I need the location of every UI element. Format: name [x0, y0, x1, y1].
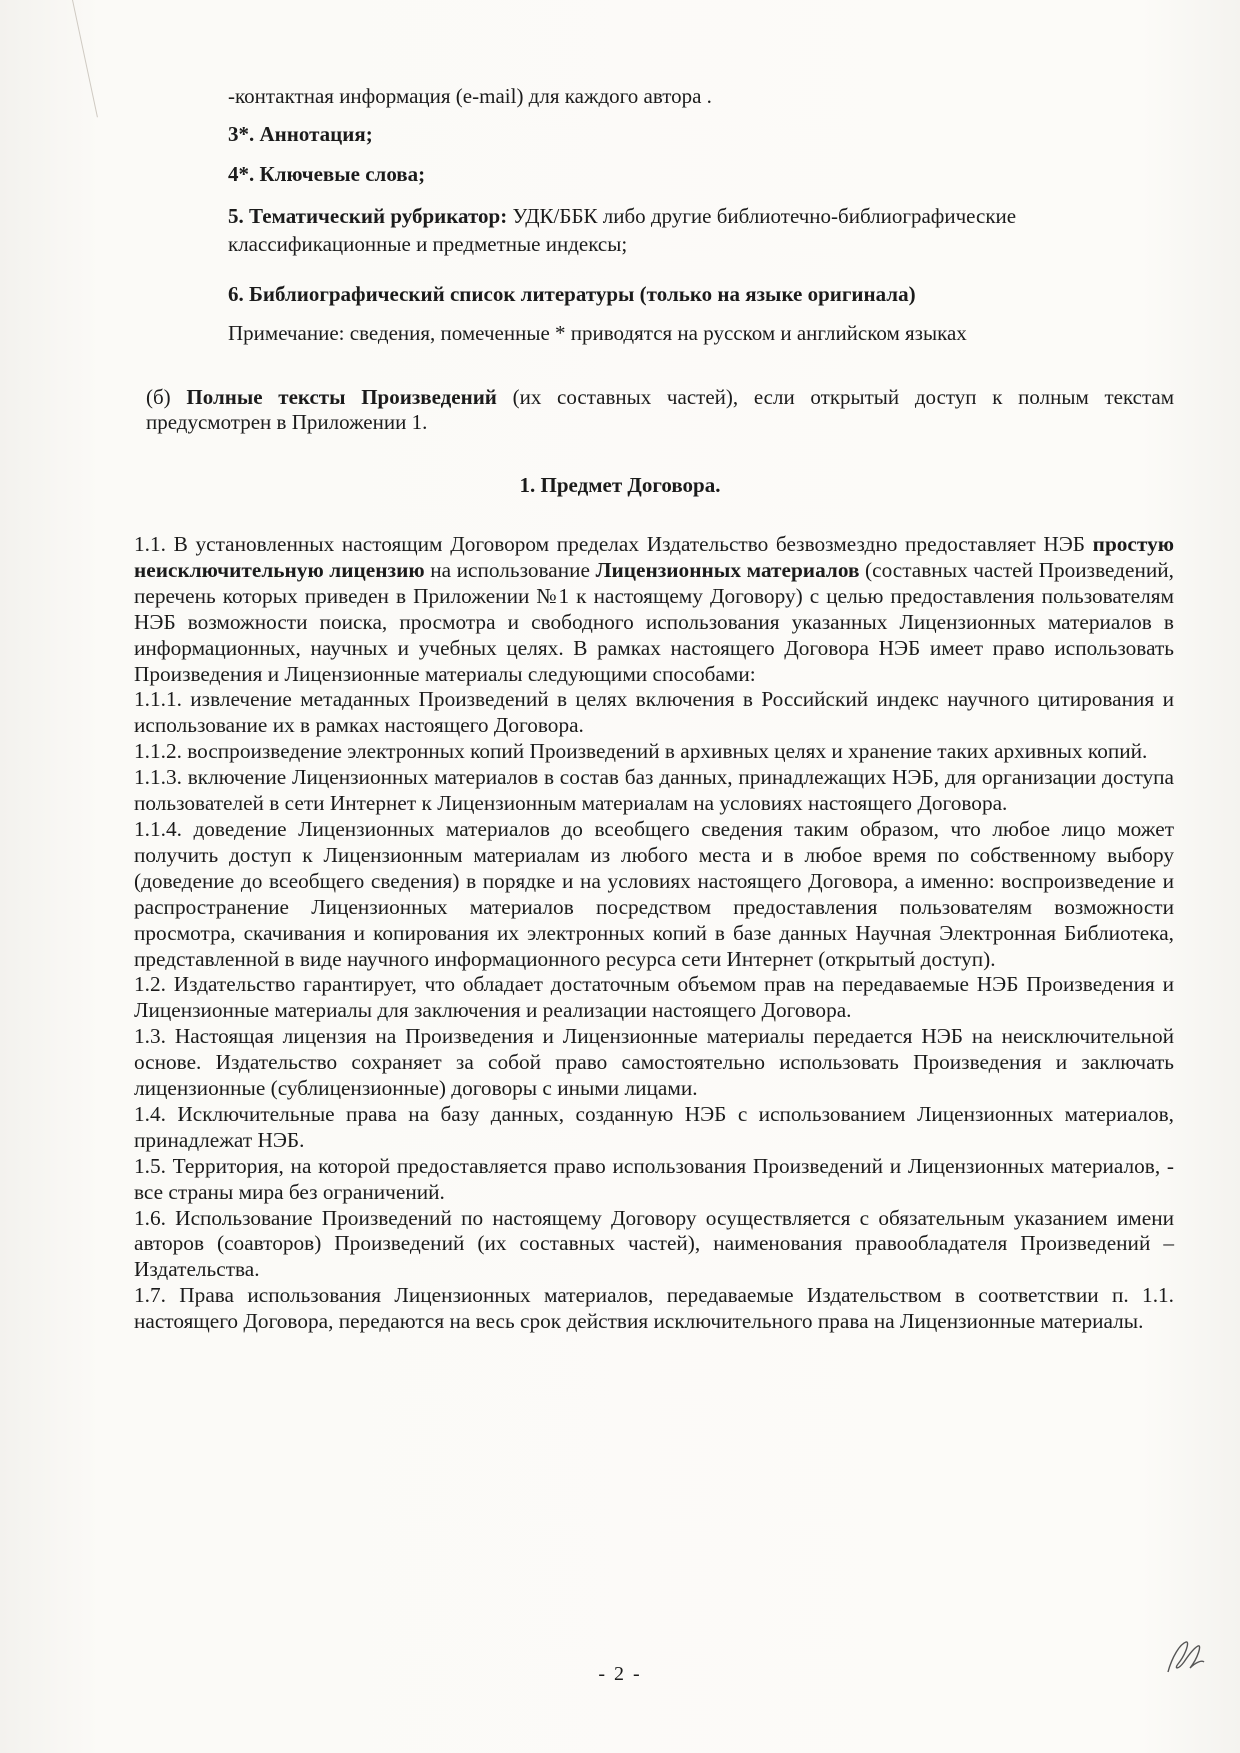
full-texts-paragraph [146, 385, 1174, 435]
page-number: - 2 - [598, 1663, 642, 1685]
full-texts-label: Полные тексты Произведений [186, 385, 497, 409]
full-texts-prefix: (б) [146, 385, 187, 409]
item-rubricator [228, 204, 1016, 229]
clause-1-1-text-a: 1.1. В установленных настоящим Договором пределах Издательство безвозмездно предоставляет НЭБ [134, 532, 1093, 556]
clause-1-1 [134, 532, 1174, 687]
clause-1-1-text-e: (составных частей Произведений, перечень которых приведен в Приложении №1 к настоящему Договору) с целью предоставления пользователям НЭБ возможности поиска, просмотра и свободного использования указанных Лицензионных материалов в информационных, научных и учебных целях. В рамках настоящего Договора НЭБ имеет право использовать Произведения и Лицензионные материалы следующими способами: [134, 557, 1174, 686]
item-annotation: 3*. Аннотация; [228, 122, 373, 146]
clause-1-7: 1.7. Права использования Лицензионных материалов, передаваемые Издательством в соответствии п. 1.1. настоящего Договора, передаются на весь срок действия исключительного права на Лицензионные материалы. [134, 1283, 1174, 1334]
item-keywords: 4*. Ключевые слова; [228, 162, 426, 186]
clause-1-1-1: 1.1.1. извлечение метаданных Произведений в целях включения в Российский индекс научного цитирования и использование их в рамках настоящего Договора. [134, 687, 1174, 738]
item-rubricator-line2: классификационные и предметные индексы; [228, 232, 628, 256]
clause-1-1-3: 1.1.3. включение Лицензионных материалов в состав баз данных, принадлежащих НЭБ, для организации доступа пользователей в сети Интернет к Лицензионным материалам на условиях настоящего Договора. [134, 765, 1174, 816]
signature-mark [1160, 1632, 1210, 1682]
clause-1-1-4: 1.1.4. доведение Лицензионных материалов до всеобщего сведения таким образом, что любое лицо может получить доступ к Лицензионным материалам из любого места и в любое время по собственному выбору (доведение до всеобщего сведения) в порядке и на условиях настоящего Договора, а именно: воспроизведение и распространение Лицензионных материалов посредством предоставления пользователям возможности просмотра, скачивания и копирования их электронных копий в базе данных Научная Электронная Библиотека, представленной в виде научного информационного ресурса сети Интернет (открытый доступ). [134, 816, 1174, 971]
clause-1-2: 1.2. Издательство гарантирует, что обладает достаточным объемом прав на передаваемые НЭБ Произведения и Лицензионные материалы для заключения и реализации настоящего Договора. [134, 972, 1174, 1023]
clauses-body [134, 532, 1174, 1335]
clause-1-1-2: 1.1.2. воспроизведение электронных копий Произведений в архивных целях и хранение таких архивных копий. [134, 739, 1148, 764]
item-rubricator-label: 5. Тематический рубрикатор: [228, 204, 508, 228]
section-title: 1. Предмет Договора. [519, 473, 721, 497]
clause-1-1-license-type: простую неисключительную лицензию [134, 532, 1174, 582]
note-line: Примечание: сведения, помеченные * приводятся на русском и английском языках [228, 321, 967, 345]
clause-1-1-materials: Лицензионных материалов [595, 557, 860, 582]
item-rubricator-text: УДК/ББК либо другие библиотечно-библиографические [507, 204, 1017, 228]
clause-1-6: 1.6. Использование Произведений по настоящему Договору осуществляется с обязательным указанием имени авторов (соавторов) Произведений (их составных частей), наименования правообладателя Произведений – Издательства. [134, 1205, 1174, 1282]
full-texts-text: (их составных частей), если открытый доступ к полным текстам предусмотрен в Приложении 1. [146, 385, 1174, 434]
scan-edge [72, 0, 98, 117]
clause-1-1-text-c: на использование [424, 557, 596, 582]
clause-1-5: 1.5. Территория, на которой предоставляется право использования Произведений и Лицензионных материалов, - все страны мира без ограничений. [134, 1153, 1174, 1204]
clause-1-3: 1.3. Настоящая лицензия на Произведения и Лицензионные материалы передается НЭБ на неисключительной основе. Издательство сохраняет за собой право самостоятельно использовать Произведения и заключать лицензионные (сублицензионные) договоры с иными лицами. [134, 1024, 1174, 1101]
item-bibliography: 6. Библиографический список литературы (только на языке оригинала) [228, 282, 916, 306]
clause-1-4: 1.4. Исключительные права на базу данных, созданную НЭБ с использованием Лицензионных материалов, принадлежат НЭБ. [134, 1101, 1174, 1152]
contact-info-line: -контактная информация (e-mail) для каждого автора . [228, 84, 712, 108]
